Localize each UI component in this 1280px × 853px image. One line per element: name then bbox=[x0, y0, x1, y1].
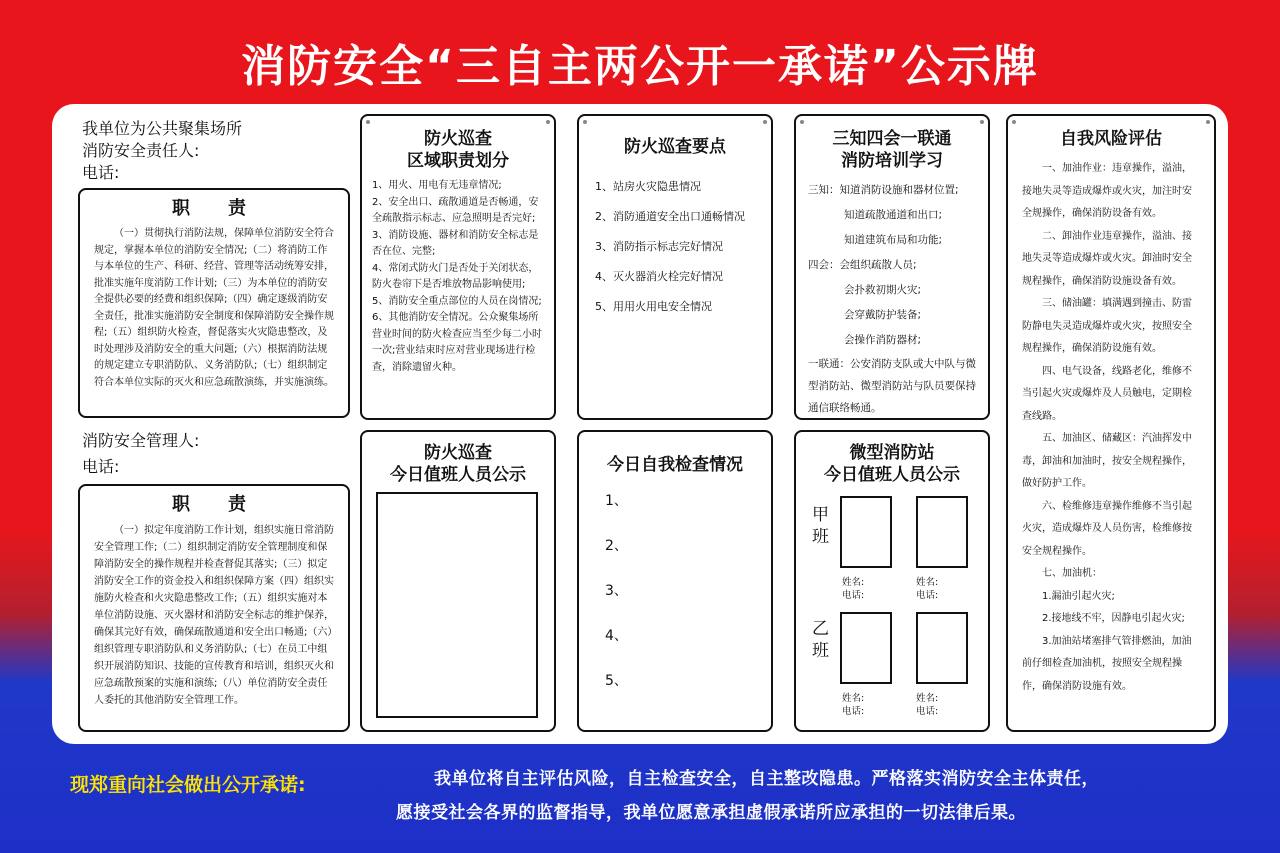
risk-sub: 1.漏油引起火灾; bbox=[1042, 590, 1115, 602]
duty-card-responsible bbox=[78, 188, 350, 418]
micro-station-title-1: 微型消防站 bbox=[849, 443, 935, 463]
page-title: 消防安全“三自主两公开一承诺”公示牌 bbox=[241, 41, 1039, 92]
name-label: 姓名: bbox=[842, 693, 865, 704]
pin-dot bbox=[800, 120, 804, 124]
self-check-item: 2、 bbox=[605, 538, 628, 554]
self-check-item: 5、 bbox=[605, 673, 628, 689]
patrol-point-item: 2、消防通道安全出口通畅情况 bbox=[595, 210, 745, 223]
intro-text: 我单位为公共聚集场所 bbox=[82, 119, 243, 138]
shift-b-info-1 bbox=[842, 692, 864, 718]
training-title-2: 消防培训学习 bbox=[841, 151, 943, 171]
self-check-item: 3、 bbox=[605, 583, 628, 599]
duty-card-manager bbox=[78, 484, 350, 732]
patrol-zone-title-1: 防火巡查 bbox=[424, 129, 492, 149]
promise-line-2: 愿接受社会各界的监督指导，我单位愿意承担虚假承诺所应承担的一切法律后果。 bbox=[396, 803, 1026, 823]
shift-b-info-2 bbox=[916, 692, 938, 718]
pin-dot bbox=[980, 120, 984, 124]
duty-text-2: （一）拟定年度消防工作计划，组织实施日常消防安全管理工作;（二）组织制定消防安全管理制度和保障消防安全的操作规程并检查督促其落实;（三）拟定消防安全工作的资金投入和组织保障方案（四）组织实施防火检查和火灾隐患整改工作;（五）组织实施对本单位消防设施、灭火器材和消防安全标志的维护保养，确保其完好有效，确保疏散通道和安全出口畅通;（六）组织管理专职消防队和义务消防队;（七）在员工中组织开展消防知识、技能的宣传教育和培训，组织灭火和应急疏散预案的实施和演练;（八）单位消防安全责任人委托的其他消防安全管理工作。 bbox=[94, 525, 334, 706]
risk-card bbox=[1006, 114, 1216, 732]
self-check-list bbox=[579, 476, 771, 715]
duty-photo-box bbox=[376, 492, 538, 718]
duty-title-2: 职 责 bbox=[172, 494, 256, 515]
shift-a-label: 甲班 bbox=[812, 505, 829, 547]
training-liantong: 一联通：公安消防支队或大中队与微型消防站、微型消防站与队员要保持通信联络畅通。 bbox=[808, 358, 976, 414]
shift-a-photo-1 bbox=[840, 496, 892, 568]
promise-label: 现郑重向社会做出公开承诺: bbox=[70, 774, 306, 796]
risk-para: 五、加油区、储藏区：汽油挥发中毒，卸油和加油时，按安全规程操作，做好防护工作。 bbox=[1022, 433, 1192, 489]
risk-para: 七、加油机： bbox=[1042, 568, 1102, 579]
shift-b-photo-2 bbox=[916, 612, 968, 684]
patrol-points-list bbox=[579, 158, 771, 322]
patrol-zone-item: 3、消防设施、器材和消防安全标志是否在位、完整; bbox=[372, 229, 539, 257]
risk-title: 自我风险评估 bbox=[1060, 129, 1162, 149]
training-card bbox=[794, 114, 990, 420]
promise-line-1: 我单位将自主评估风险，自主检查安全，自主整改隐患。严格落实消防安全主体责任， bbox=[434, 769, 1099, 789]
patrol-point-item: 3、消防指示标志完好情况 bbox=[595, 240, 723, 253]
patrol-zone-title-2: 区域职责划分 bbox=[407, 151, 509, 171]
shift-b-photo-1 bbox=[840, 612, 892, 684]
self-check-title: 今日自我检查情况 bbox=[607, 455, 743, 475]
patrol-zone-item: 6、其他消防安全情况。公众聚集场所营业时间的防火检查应当至少每二小时一次;营业结束时应对营业现场进行检查，消除遗留火种。 bbox=[372, 312, 542, 373]
risk-para: 三、储油罐：填满遇到撞击、防雷防静电失灵造成爆炸或火灾，按照安全规程操作，确保消防设施有效。 bbox=[1022, 298, 1192, 354]
phone-label-2: 电话: bbox=[82, 457, 120, 476]
risk-para: 六、检维修违章操作维修不当引起火灾，造成爆炸及人员伤害，检维修按安全规程操作。 bbox=[1022, 500, 1192, 557]
pin-dot bbox=[583, 120, 587, 124]
self-check-item: 4、 bbox=[605, 628, 628, 644]
duty-title-1: 职 责 bbox=[172, 198, 256, 219]
pin-dot bbox=[763, 120, 767, 124]
self-check-item: 1、 bbox=[605, 493, 628, 509]
training-line: 知道疏散通道和出口; bbox=[844, 209, 943, 221]
training-line: 会操作消防器材; bbox=[844, 334, 922, 346]
phone-label-1: 电话: bbox=[82, 163, 120, 182]
shift-a-info-1 bbox=[842, 576, 864, 602]
micro-station-card bbox=[794, 430, 990, 732]
risk-para: 四、电气设备，线路老化，维修不当引起火灾或爆炸及人员触电，定期检查线路。 bbox=[1022, 365, 1192, 422]
self-check-card bbox=[577, 430, 773, 732]
pin-dot bbox=[546, 120, 550, 124]
name-label: 姓名: bbox=[916, 693, 939, 704]
training-line: 三知：知道消防设施和器材位置; bbox=[808, 184, 959, 196]
risk-para: 一、加油作业：违章操作，溢油，接地失灵等造成爆炸或火灾，加注时安全规操作，确保消防设备有效。 bbox=[1022, 163, 1192, 219]
phone-label: 电话: bbox=[916, 706, 939, 717]
duty-today-card bbox=[360, 430, 556, 732]
pin-dot bbox=[366, 120, 370, 124]
phone-label: 电话: bbox=[842, 590, 865, 601]
patrol-zone-item: 4、常闭式防火门是否处于关闭状态，防火卷帘下是否堆放物品影响使用; bbox=[372, 262, 539, 290]
patrol-points-card bbox=[577, 114, 773, 420]
patrol-point-item: 5、用用火用电安全情况 bbox=[595, 300, 712, 313]
phone-label: 电话: bbox=[916, 590, 939, 601]
patrol-point-item: 1、站房火灾隐患情况 bbox=[595, 180, 701, 193]
training-line: 会穿戴防护装备; bbox=[844, 309, 922, 321]
shift-a-photo-2 bbox=[916, 496, 968, 568]
pin-dot bbox=[1012, 120, 1016, 124]
risk-sub: 2.接地线不牢，因静电引起火灾; bbox=[1042, 613, 1185, 624]
pin-dot bbox=[1206, 120, 1210, 124]
patrol-point-item: 4、灭火器消火栓完好情况 bbox=[595, 270, 723, 283]
patrol-zone-item: 5、消防安全重点部位的人员在岗情况; bbox=[372, 295, 542, 307]
training-line: 会扑救初期火灾; bbox=[844, 284, 922, 296]
patrol-zone-item: 1、用火、用电有无违章情况; bbox=[372, 180, 502, 191]
shift-b-label: 乙班 bbox=[812, 619, 829, 661]
micro-station-title-2: 今日值班人员公示 bbox=[824, 465, 960, 485]
duty-today-title-2: 今日值班人员公示 bbox=[390, 465, 526, 485]
risk-para: 二、卸油作业违章操作，溢油、接地失灵等造成爆炸或火灾。卸油时安全规程操作，确保消防设施设备有效。 bbox=[1022, 230, 1192, 287]
patrol-zone-item: 2、安全出口、疏散通道是否畅通，安全疏散指示标志、应急照明是否完好; bbox=[372, 196, 539, 224]
patrol-zone-card bbox=[360, 114, 556, 420]
manager-label: 消防安全管理人: bbox=[82, 431, 200, 450]
risk-sub: 3.加油站堵塞排气管排燃油，加油前仔细检查加油机，按照安全规程操作，确保消防设施有效。 bbox=[1022, 635, 1192, 692]
name-label: 姓名: bbox=[842, 577, 865, 588]
patrol-points-title: 防火巡查要点 bbox=[624, 137, 726, 157]
training-line: 知道建筑布局和功能; bbox=[844, 234, 943, 246]
responsible-label: 消防安全责任人: bbox=[82, 141, 200, 160]
shift-a-info-2 bbox=[916, 576, 938, 602]
patrol-zone-list bbox=[362, 172, 554, 376]
training-list bbox=[796, 172, 988, 353]
training-title-1: 三知四会一联通 bbox=[832, 129, 952, 149]
duty-today-title-1: 防火巡查 bbox=[424, 443, 492, 463]
risk-list bbox=[1008, 150, 1214, 698]
phone-label: 电话: bbox=[842, 706, 865, 717]
duty-text-1: （一）贯彻执行消防法规，保障单位消防安全符合规定，掌握本单位的消防安全情况;（二）将消防工作与本单位的生产、科研、经营、管理等活动统筹安排，批准实施年度消防工作计划;（三）为本单位的消防安全提供必要的经费和组织保障;（四）确定逐级消防安全责任，批准实施消防安全制度和保障消防安全操作规程;（五）组织防火检查，督促落实火灾隐患整改，及时处理涉及消防安全的重大问题;（六）根据消防法规的规定建立专职消防队、义务消防队;（七）组织制定符合本单位实际的灭火和应急疏散演练，并实施演练。 bbox=[94, 228, 334, 388]
training-line: 四会：会组织疏散人员; bbox=[808, 259, 917, 271]
name-label: 姓名: bbox=[916, 577, 939, 588]
